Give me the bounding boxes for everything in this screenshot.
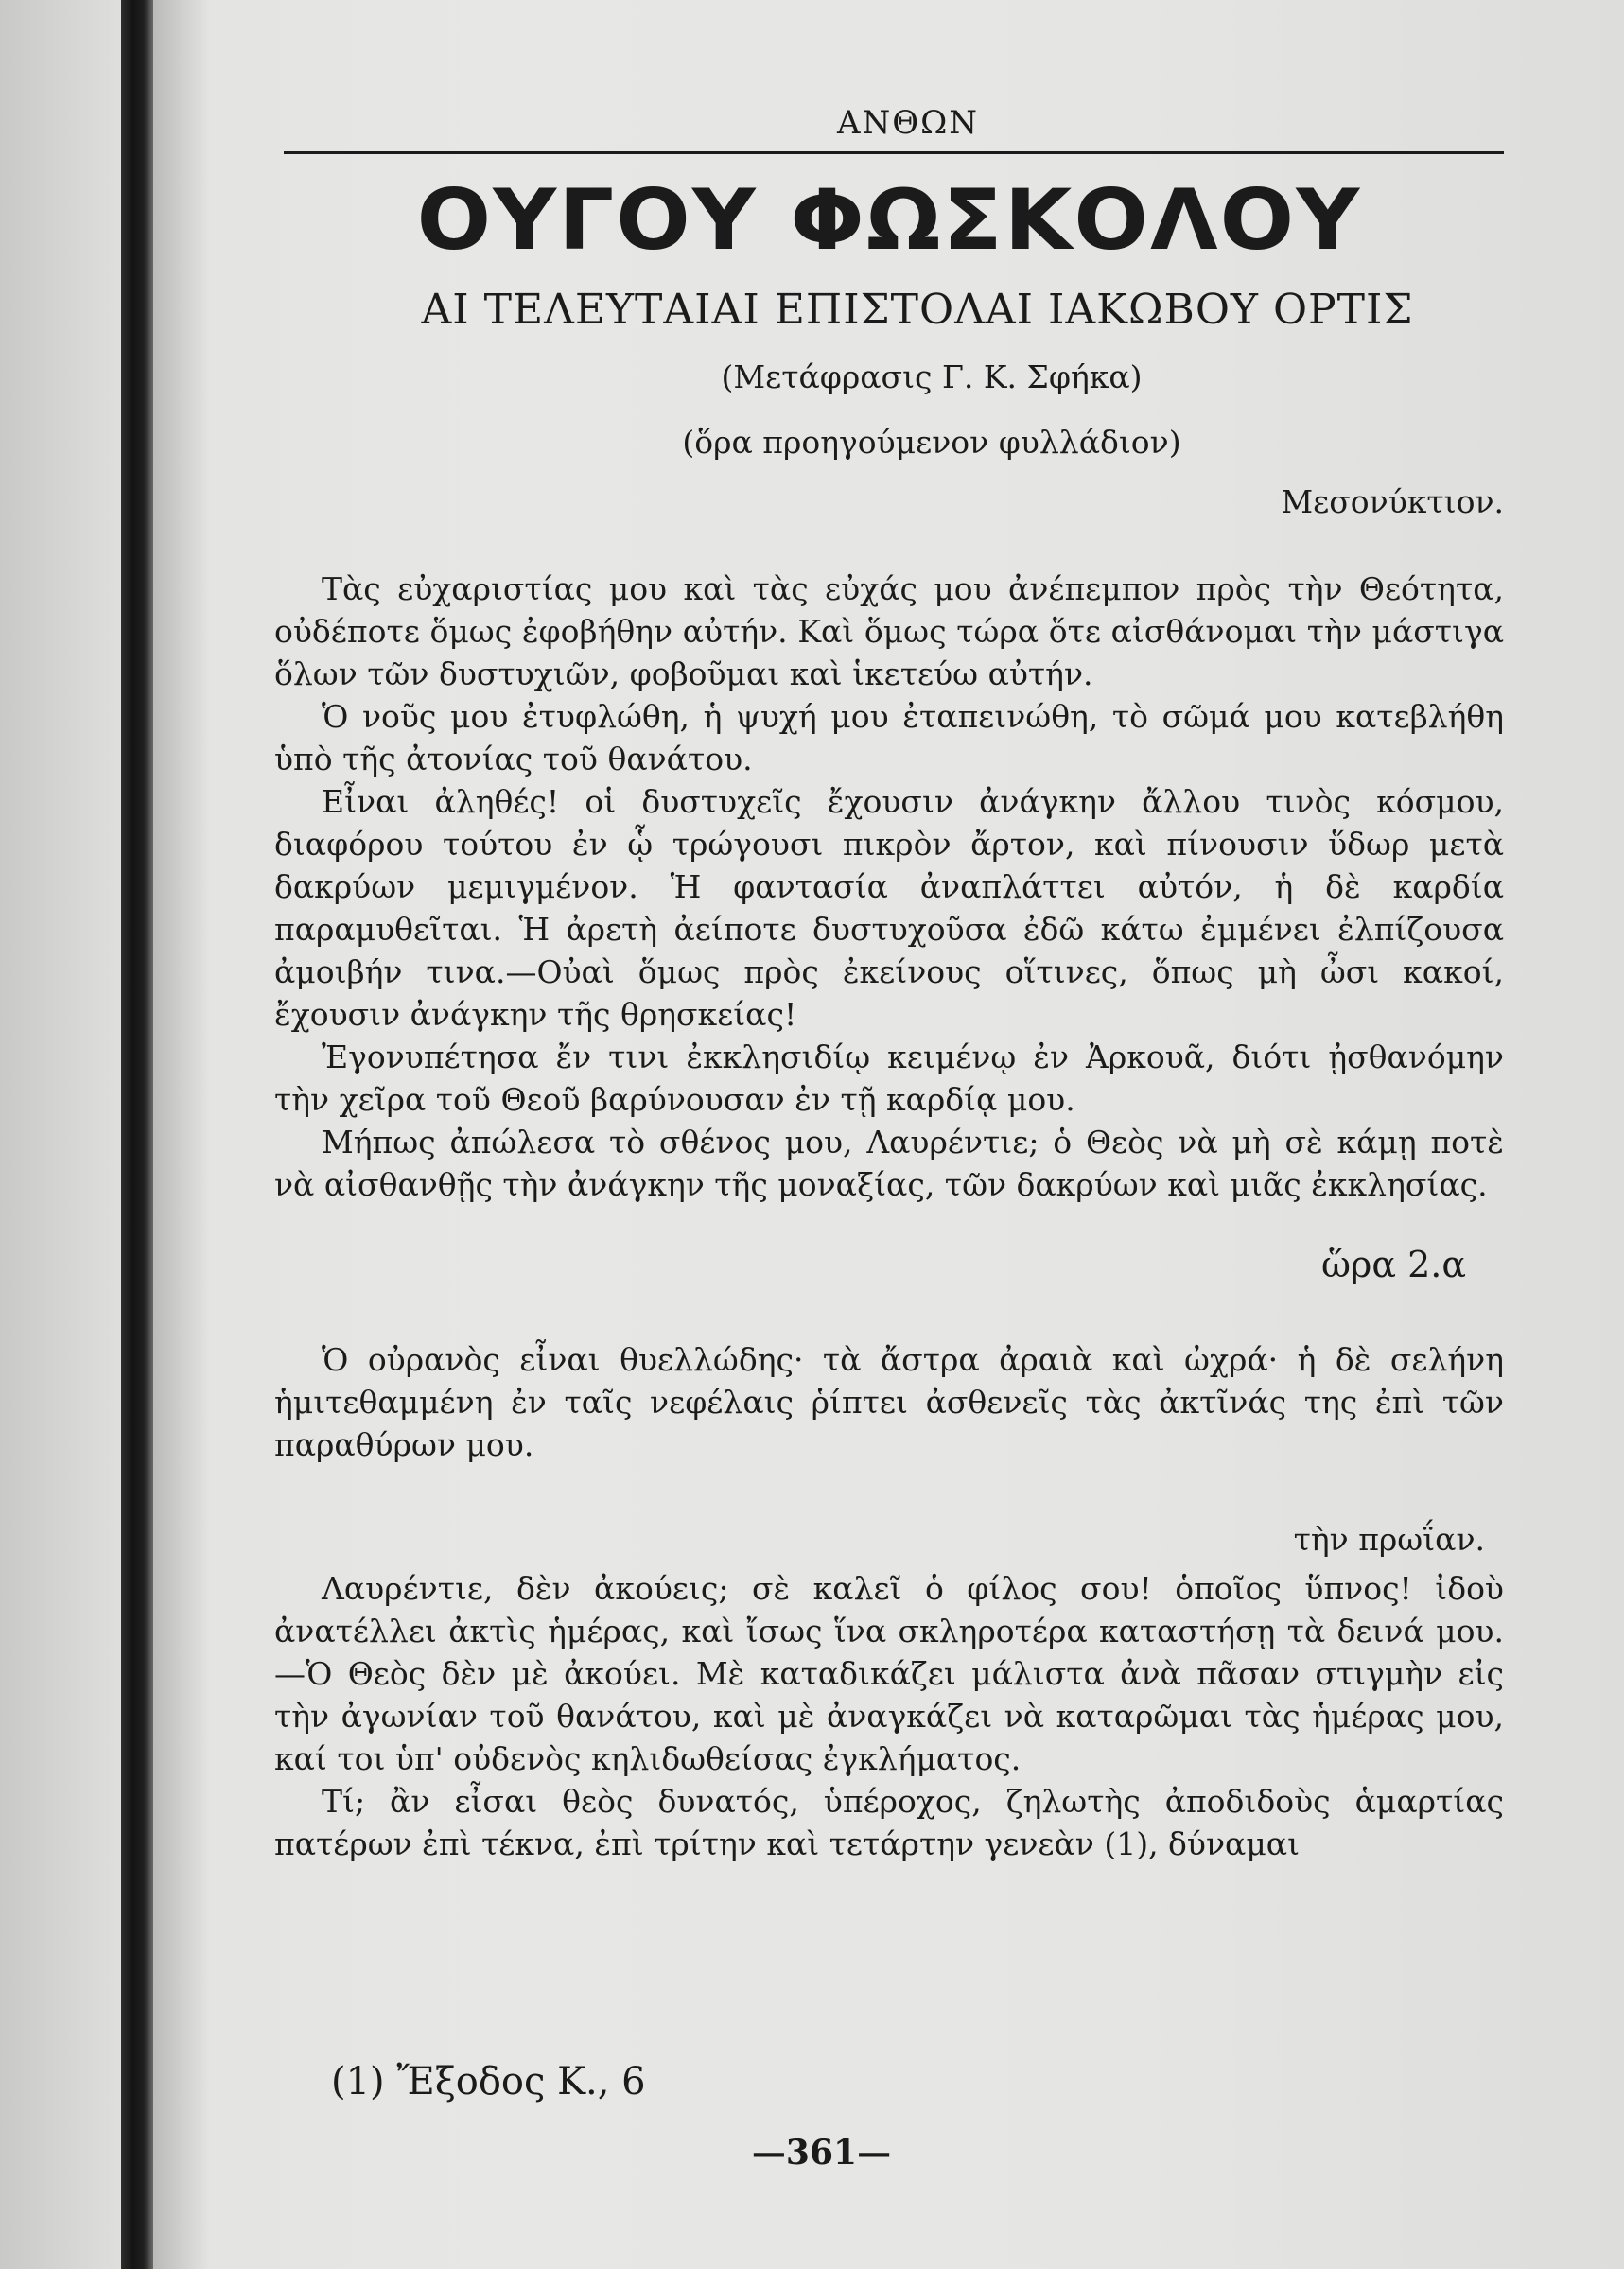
paragraph: Ὁ νοῦς μου ἐτυφλώθη, ἡ ψυχή μου ἐταπεινώθη, τὸ σῶμά μου κατεβλήθη ὑπὸ τῆς ἀτονίας τοῦ θανάτου.	[274, 698, 1504, 777]
header-rule	[284, 151, 1504, 154]
running-head: ΑΝΘΩΝ	[836, 104, 980, 142]
page-content	[274, 104, 1504, 1865]
footnote: (1) Ἔξοδος Κ., 6	[331, 2060, 646, 2103]
gutter-shadow	[153, 0, 210, 2269]
time-heading-morning: τὴν πρωΐαν.	[1293, 1521, 1485, 1558]
paragraph: Ἐγονυπέτησα ἔν τινι ἐκκλησιδίῳ κειμένῳ ἐν Ἀρκουᾶ, διότι ᾐσθανόμην τὴν χεῖρα τοῦ Θεοῦ βαρύνουσαν ἐν τῇ καρδίᾳ μου.	[274, 1039, 1504, 1118]
paragraph: Εἶναι ἀληθές! οἱ δυστυχεῖς ἔχουσιν ἀνάγκην ἄλλου τινὸς κόσμου, διαφόρου τούτου ἐν ᾧ τρώγουσι πικρὸν ἄρτον, καὶ πίνουσιν ὕδωρ μετὰ δακρύων μεμιγμένον. Ἡ φαντασία ἀναπλάττει αὐτόν, ἡ δὲ καρδία παραμυθεῖται. Ἡ ἀρετὴ ἀείποτε δυστυχοῦσα ἐδῶ κάτω ἐμμένει ἐλπίζουσα ἀμοιβήν τινα.—Οὐαὶ ὅμως πρὸς ἐκείνους οἵτινες, ὅπως μὴ ὦσι κακοί, ἔχουσιν ἀνάγκην τῆς θρησκείας!	[274, 783, 1504, 1033]
article-title: ΟΥΓΟΥ ΦΩΣΚΟΛΟΥ	[416, 171, 1362, 269]
paragraph: Λαυρέντιε, δὲν ἀκούεις; σὲ καλεῖ ὁ φίλος σου! ὁποῖος ὕπνος! ἰδοὺ ἀνατέλλει ἀκτὶς ἡμέρας, καὶ ἴσως ἵνα σκληροτέρα καταστήσῃ τὰ δεινά μου.—Ὁ Θεὸς δὲν μὲ ἀκούει. Μὲ καταδικάζει μάλιστα ἀνὰ πᾶσαν στιγμὴν εἰς τὴν ἀγωνίαν τοῦ θανάτου, καὶ μὲ ἀναγκάζει νὰ καταρῶμαι τὰς ἡμέρας μου, καί τοι ὑπ' οὐδενὸς κηλιδωθείσας ἐγκλήματος.	[274, 1570, 1504, 1777]
paragraph: Τί; ἂν εἶσαι θεὸς δυνατός, ὑπέροχος, ζηλωτὴς ἀποδιδοὺς ἁμαρτίας πατέρων ἐπὶ τέκνα, ἐπὶ τρίτην καὶ τετάρτην γενεὰν (1), δύναμαι	[274, 1783, 1504, 1862]
translator-credit: (Μετάφρασις Γ. Κ. Σφήκα)	[721, 358, 1143, 395]
article-subtitle: ΑΙ ΤΕΛΕΥΤΑΙΑΙ ΕΠΙΣΤΟΛΑΙ ΙΑΚΩΒΟΥ ΟΡΤΙΣ	[421, 286, 1414, 334]
time-heading-midnight: Μεσονύκτιον.	[1281, 483, 1504, 520]
see-previous-note: (ὅρα προηγούμενον φυλλάδιον)	[682, 424, 1181, 461]
page-number: —361—	[751, 2133, 892, 2173]
time-heading-2am: ὥρα 2.α	[1321, 1244, 1466, 1285]
paragraph: Τὰς εὐχαριστίας μου καὶ τὰς εὐχάς μου ἀνέπεμπον πρὸς τὴν Θεότητα, οὐδέποτε ὅμως ἐφοβήθην αὐτήν. Καὶ ὅμως τώρα ὅτε αἰσθάνομαι τὴν μάστιγα ὅλων τῶν δυστυχιῶν, φοβοῦμαι καὶ ἱκετεύω αὐτήν.	[274, 570, 1504, 692]
paragraph: Μήπως ἀπώλεσα τὸ σθένος μου, Λαυρέντιε; ὁ Θεὸς νὰ μὴ σὲ κάμῃ ποτὲ νὰ αἰσθανθῇς τὴν ἀνάγκην τῆς μοναξίας, τῶν δακρύων καὶ μιᾶς ἐκκλησίας.	[274, 1124, 1504, 1203]
paragraph: Ὁ οὐρανὸς εἶναι θυελλώδης· τὰ ἄστρα ἀραιὰ καὶ ὠχρά· ἡ δὲ σελήνη ἡμιτεθαμμένη ἐν ταῖς νεφέλαις ῥίπτει ἀσθενεῖς τὰς ἀκτῖνάς της ἐπὶ τῶν παραθύρων μου.	[274, 1341, 1504, 1463]
book-spine	[121, 0, 153, 2269]
